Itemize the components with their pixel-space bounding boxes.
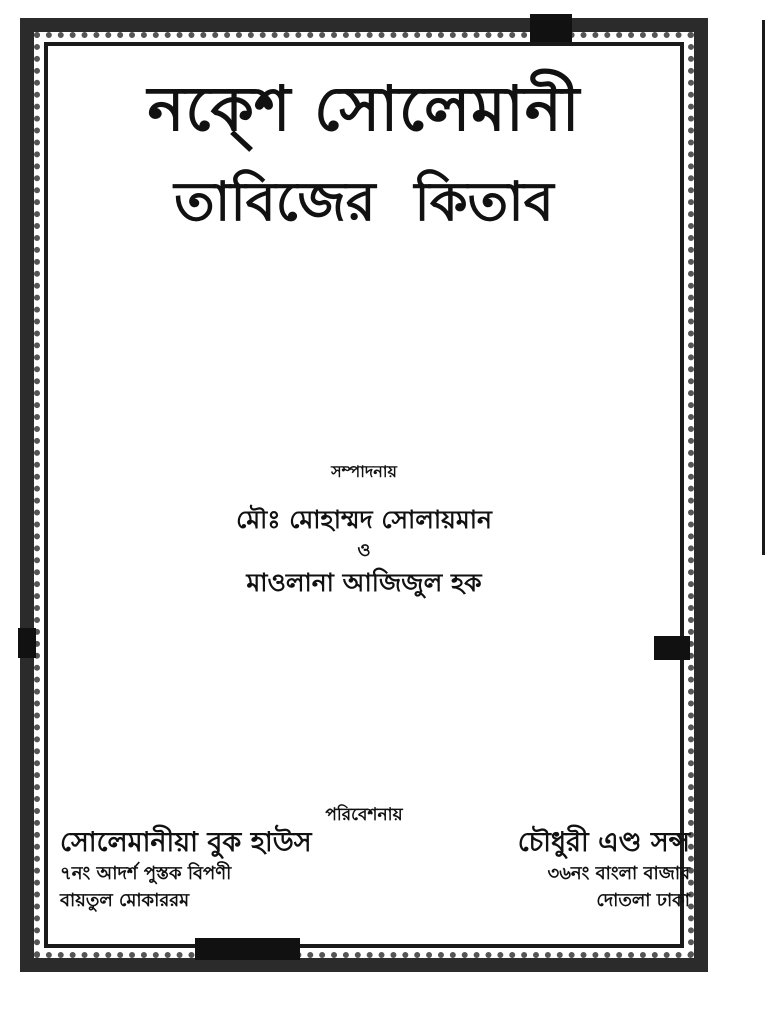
publisher-right-address-2: দোতলা ঢাকা bbox=[596, 890, 690, 911]
editor-name-second: মাওলানা আজিজুল হক bbox=[246, 568, 482, 597]
distribution-label: পরিবেশনায় bbox=[325, 805, 403, 825]
publisher-right bbox=[518, 826, 690, 914]
publisher-left-address-2: বায়তুল মোকাররম bbox=[60, 890, 190, 911]
ink-blot-left bbox=[18, 628, 36, 658]
edited-by-label: সম্পাদনায় bbox=[331, 462, 397, 481]
book-title: নক্শে সোলেমানী bbox=[147, 72, 581, 145]
book-subtitle: তাবিজের কিতাব bbox=[174, 170, 554, 233]
publisher-right-address-1: ৩৬নং বাংলা বাজার bbox=[547, 863, 690, 884]
publisher-right-name: চৌধুরী এণ্ড সন্স bbox=[517, 827, 690, 858]
ink-blot-top bbox=[530, 14, 572, 42]
page-edge-rule bbox=[762, 20, 765, 555]
editor-name-first: মৌঃ মোহাম্মদ সোলায়মান bbox=[236, 505, 492, 534]
editor-conjunction: ও bbox=[357, 540, 371, 561]
publisher-left-address-1: ৭নং আদর্শ পুস্তক বিপণী bbox=[60, 863, 232, 884]
ink-blot-bottom bbox=[195, 938, 300, 960]
ink-blot-right bbox=[654, 636, 690, 660]
publisher-left-name: সোলেমানীয়া বুক হাউস bbox=[60, 827, 312, 858]
publisher-left bbox=[60, 826, 312, 914]
